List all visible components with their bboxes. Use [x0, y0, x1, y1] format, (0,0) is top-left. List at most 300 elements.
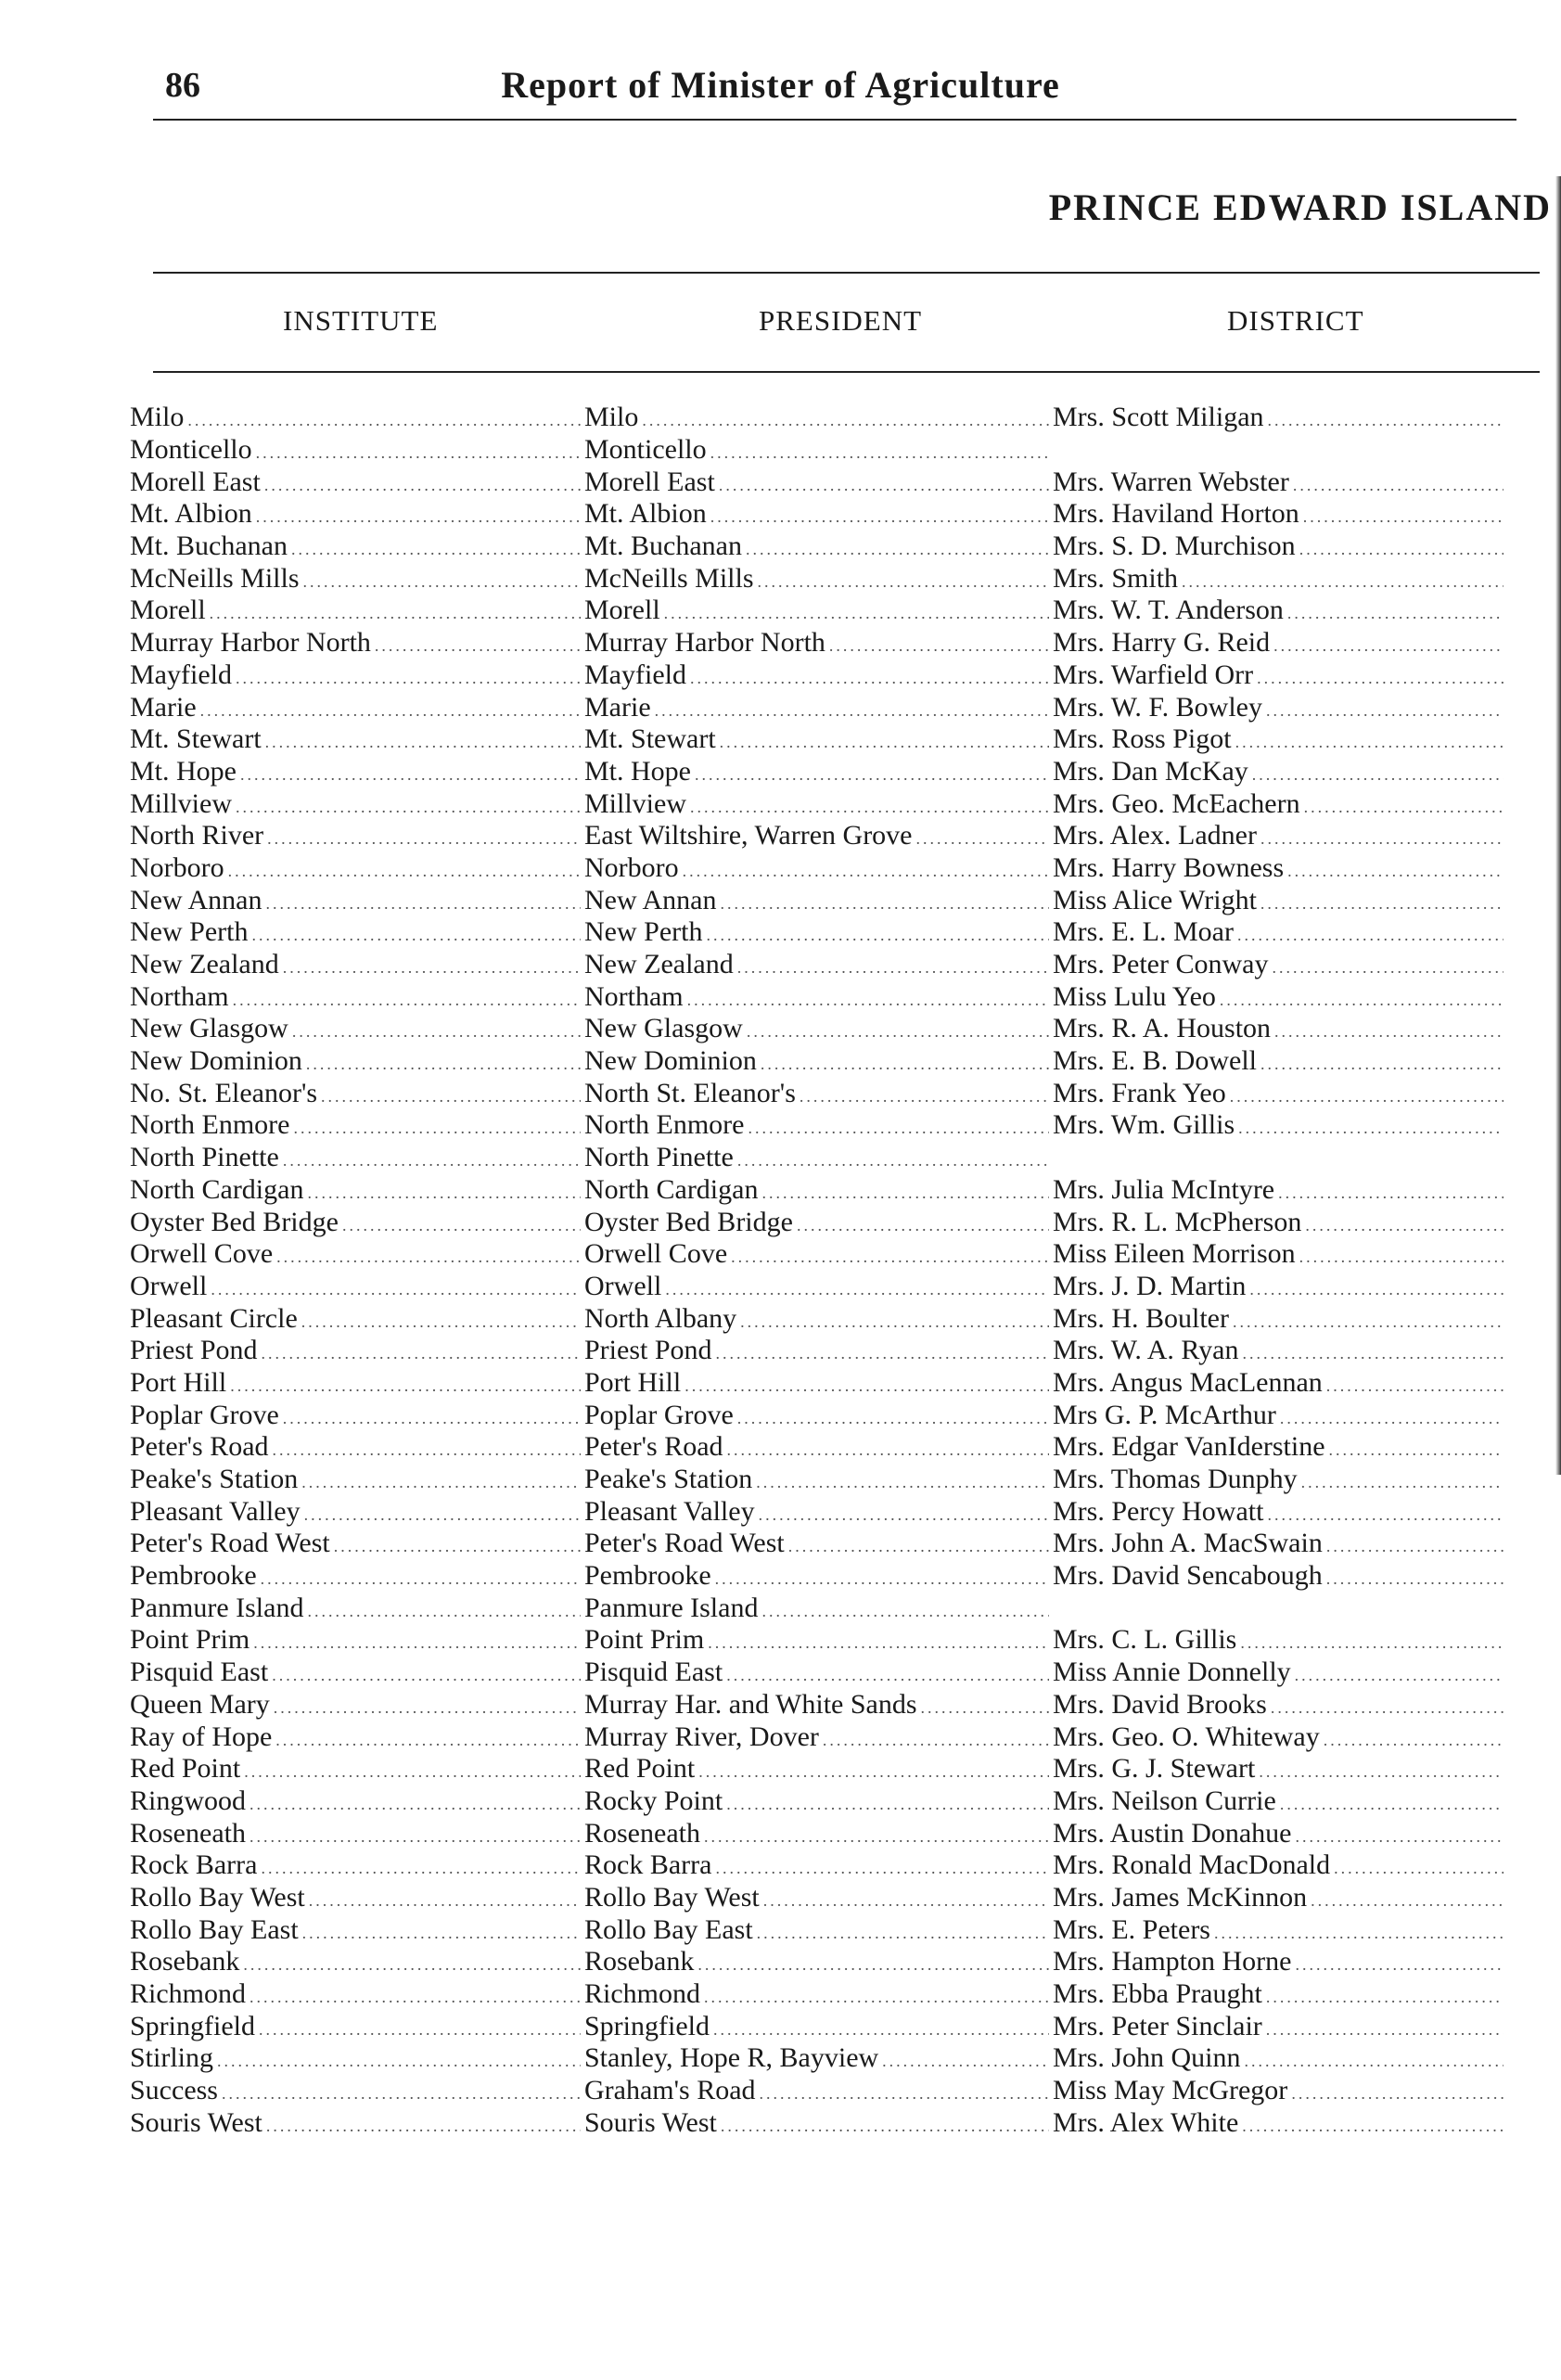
institute-cell-text: Queen Mary	[130, 1688, 270, 1720]
institute-cell	[130, 402, 584, 433]
president-cell-text: North St. Eleanor's	[584, 1077, 796, 1108]
institute-cell-text: North Pinette	[130, 1142, 279, 1173]
district-cell-text: Mrs. Thomas Dunphy	[1053, 1464, 1298, 1495]
district-cell-text: Mrs. Geo. McEachern	[1053, 787, 1300, 819]
institute-cell-text: No. St. Eleanor's	[130, 1077, 318, 1108]
district-cell-text: Miss Lulu Yeo	[1053, 980, 1216, 1012]
table-row	[130, 1657, 1521, 1689]
district-cell	[1053, 1013, 1507, 1044]
dot-leader	[1303, 507, 1503, 527]
institute-cell	[130, 1560, 584, 1592]
dot-leader	[267, 829, 581, 849]
dot-leader	[1295, 1955, 1503, 1975]
dot-leader	[1252, 765, 1503, 785]
table-row	[130, 1882, 1521, 1914]
table-row	[130, 1721, 1521, 1753]
institute-cell	[130, 1657, 584, 1688]
institute-cell	[130, 692, 584, 723]
president-cell-text: Milo	[584, 402, 639, 433]
district-cell	[1053, 402, 1507, 433]
dot-leader	[727, 1440, 1049, 1460]
dot-leader	[1257, 669, 1503, 688]
institute-cell	[130, 659, 584, 691]
dot-leader	[829, 636, 1049, 656]
institute-cell	[130, 1238, 584, 1270]
dot-leader	[273, 1440, 581, 1460]
district-cell	[1053, 820, 1507, 851]
institute-cell	[130, 1978, 584, 2010]
institute-cell	[130, 531, 584, 562]
president-cell	[584, 467, 1053, 498]
institute-cell	[130, 434, 584, 466]
institute-cell-text: Peter's Road	[130, 1431, 269, 1463]
dot-leader	[1240, 1633, 1503, 1653]
president-cell	[584, 627, 1053, 659]
institute-cell-text: New Dominion	[130, 1045, 302, 1077]
president-cell	[584, 595, 1053, 626]
dot-leader	[283, 958, 581, 978]
dot-leader	[256, 507, 581, 527]
district-cell	[1053, 1882, 1507, 1913]
district-cell-text: Mrs. W. T. Anderson	[1053, 595, 1284, 626]
president-cell-text: Morell	[584, 595, 660, 626]
district-cell	[1053, 1496, 1507, 1528]
district-cell	[1053, 723, 1507, 755]
institute-cell	[130, 852, 584, 884]
dot-leader	[1329, 1440, 1503, 1460]
district-cell-text: Mrs. David Brooks	[1053, 1688, 1267, 1720]
district-cell-text: Mrs. Dan McKay	[1053, 755, 1248, 787]
institute-cell	[130, 1818, 584, 1849]
president-cell	[584, 820, 1053, 851]
institute-cell-text: Milo	[130, 402, 185, 433]
president-cell-text: Poplar Grove	[584, 1399, 734, 1430]
president-cell-text: Rocky Point	[584, 1785, 723, 1816]
dot-leader	[276, 1248, 581, 1267]
president-cell	[584, 659, 1053, 691]
president-cell	[584, 1914, 1053, 1946]
institute-cell-text: Richmond	[130, 1978, 246, 2010]
dot-leader	[685, 1376, 1049, 1396]
district-cell	[1053, 1109, 1507, 1141]
table-row	[130, 531, 1521, 563]
dot-leader	[250, 1988, 581, 2007]
dot-leader	[737, 958, 1049, 978]
president-cell	[584, 434, 1053, 466]
dot-leader	[704, 1988, 1049, 2007]
institute-cell	[130, 756, 584, 787]
district-cell-text: Miss Alice Wright	[1053, 884, 1257, 915]
district-cell-text: Mrs. Ebba Praught	[1053, 1978, 1262, 2010]
table-row	[130, 820, 1521, 852]
district-cell-text: Mrs. S. D. Murchison	[1053, 531, 1296, 562]
district-cell-text: Mrs. Peter Conway	[1053, 949, 1269, 980]
district-cell	[1053, 1464, 1507, 1495]
president-cell-text: Monticello	[584, 434, 707, 466]
district-cell	[1053, 1238, 1507, 1270]
institute-cell	[130, 1849, 584, 1881]
dot-leader	[882, 2052, 1049, 2071]
dot-leader	[1243, 1344, 1504, 1363]
president-cell-text: Peter's Road West	[584, 1528, 785, 1559]
table-row	[130, 1174, 1521, 1207]
dot-leader	[690, 798, 1049, 817]
district-cell	[1053, 1431, 1507, 1463]
president-cell	[584, 1303, 1053, 1335]
institute-cell	[130, 1464, 584, 1495]
dot-leader	[334, 1537, 581, 1556]
president-cell	[584, 916, 1053, 948]
dot-leader	[921, 1698, 1049, 1718]
dot-leader	[250, 1827, 581, 1847]
dot-leader	[800, 1087, 1049, 1107]
president-cell	[584, 1496, 1053, 1528]
table-row	[130, 1978, 1521, 2011]
dot-leader	[291, 540, 581, 559]
president-cell	[584, 1109, 1053, 1141]
district-cell	[1053, 1400, 1507, 1431]
table-row	[130, 402, 1521, 434]
district-cell-text: Miss May McGregor	[1053, 2075, 1288, 2106]
dot-leader	[244, 1762, 581, 1782]
running-title: Report of Minister of Agriculture	[501, 64, 1060, 106]
district-cell	[1053, 885, 1507, 916]
dot-leader	[265, 733, 581, 752]
president-cell	[584, 1946, 1053, 1977]
dot-leader	[230, 1376, 581, 1396]
institute-cell-text: Peake's Station	[130, 1464, 299, 1495]
president-cell-text: Souris West	[584, 2106, 717, 2138]
institute-cell-text: New Annan	[130, 884, 262, 915]
institute-cell	[130, 820, 584, 851]
dot-leader	[210, 604, 581, 623]
table-row	[130, 1689, 1521, 1721]
institute-cell-text: McNeills Mills	[130, 562, 300, 594]
district-cell	[1053, 1367, 1507, 1399]
president-cell-text: McNeills Mills	[584, 562, 754, 594]
president-cell-text: North Pinette	[584, 1142, 734, 1173]
president-cell	[584, 1142, 1053, 1173]
district-cell-text: Mrs. Warfield Orr	[1053, 659, 1254, 690]
table-row	[130, 1367, 1521, 1400]
institute-cell	[130, 2011, 584, 2042]
district-cell	[1053, 1207, 1507, 1238]
dot-leader	[1271, 1698, 1503, 1718]
dot-leader	[737, 1151, 1049, 1171]
dot-leader	[788, 1537, 1049, 1556]
institute-cell	[130, 1689, 584, 1721]
dot-leader	[217, 2052, 581, 2071]
dot-leader	[275, 1731, 581, 1750]
column-header-district: DISTRICT	[1227, 304, 1364, 337]
president-cell	[584, 981, 1053, 1013]
district-cell-text: Mrs. David Sencabough	[1053, 1560, 1323, 1592]
table-row	[130, 1109, 1521, 1142]
dot-leader	[1260, 829, 1503, 849]
institute-cell-text: Point Prim	[130, 1624, 250, 1656]
dot-leader	[664, 604, 1049, 623]
dot-leader	[740, 1312, 1049, 1332]
table-row	[130, 1817, 1521, 1849]
president-cell	[584, 1882, 1053, 1913]
president-cell-text: New Glasgow	[584, 1013, 743, 1044]
district-cell	[1053, 852, 1507, 884]
institute-cell	[130, 949, 584, 980]
column-header-president: PRESIDENT	[759, 304, 923, 337]
president-cell	[584, 1721, 1053, 1753]
district-cell	[1053, 788, 1507, 820]
president-cell-text: Mt. Buchanan	[584, 531, 742, 562]
dot-leader	[1245, 2052, 1503, 2071]
dot-leader	[731, 1248, 1049, 1267]
president-cell-text: New Zealand	[584, 949, 734, 980]
president-cell-text: Marie	[584, 691, 651, 723]
dot-leader	[1278, 1184, 1503, 1203]
dot-leader	[243, 1955, 581, 1975]
president-cell-text: Mt. Stewart	[584, 723, 716, 755]
president-cell-text: East Wiltshire, Warren Grove	[584, 820, 913, 851]
dot-leader	[1214, 1924, 1503, 1943]
dot-leader	[1267, 1505, 1503, 1525]
district-cell	[1053, 1624, 1507, 1656]
president-cell-text: Rock Barra	[584, 1849, 712, 1881]
institute-cell	[130, 1593, 584, 1624]
dot-leader	[721, 2117, 1049, 2136]
president-cell	[584, 1207, 1053, 1238]
district-cell-text: Mrs. Ross Pigot	[1053, 723, 1232, 755]
institute-cell-text: New Glasgow	[130, 1013, 288, 1044]
institute-cell	[130, 1882, 584, 1913]
dot-leader	[1273, 636, 1503, 656]
table-row	[130, 980, 1521, 1013]
dot-leader	[1291, 2084, 1503, 2104]
table-row	[130, 723, 1521, 756]
table-row	[130, 1013, 1521, 1045]
dot-leader	[283, 1409, 581, 1428]
column-header-bottom-rule	[153, 371, 1540, 373]
dot-leader	[763, 1891, 1049, 1911]
district-cell-text: Mrs. Wm. Gillis	[1053, 1109, 1235, 1141]
institute-cell-text: Poplar Grove	[130, 1399, 279, 1430]
president-cell-text: Graham's Road	[584, 2075, 756, 2106]
dot-leader	[713, 2020, 1049, 2040]
institute-cell-text: North Enmore	[130, 1109, 290, 1141]
table-row	[130, 562, 1521, 595]
president-cell-text: Oyster Bed Bridge	[584, 1206, 793, 1237]
dot-leader	[758, 572, 1049, 592]
president-cell-text: Port Hill	[584, 1366, 682, 1398]
institute-cell	[130, 981, 584, 1013]
district-cell	[1053, 467, 1507, 498]
president-cell-text: Red Point	[584, 1753, 696, 1785]
president-cell	[584, 1849, 1053, 1881]
dot-leader	[698, 1762, 1049, 1782]
column-header-top-rule	[153, 272, 1540, 274]
dot-leader	[1268, 411, 1503, 430]
president-cell	[584, 1657, 1053, 1688]
district-cell	[1053, 1978, 1507, 2010]
district-cell	[1053, 595, 1507, 626]
president-cell-text: New Annan	[584, 884, 717, 915]
dot-leader	[1266, 2020, 1503, 2040]
page-number: 86	[165, 66, 200, 105]
district-cell-text: Mrs. R. A. Houston	[1053, 1013, 1272, 1044]
institute-cell-text: Oyster Bed Bridge	[130, 1206, 339, 1237]
dot-leader	[710, 443, 1049, 463]
district-cell-text: Mrs. Frank Yeo	[1053, 1077, 1226, 1108]
table-row	[130, 1592, 1521, 1624]
dot-leader	[251, 926, 581, 945]
district-cell	[1053, 2075, 1507, 2106]
district-cell-text: Mrs. Julia McIntyre	[1053, 1173, 1275, 1205]
district-cell-text: Mrs. E. L. Moar	[1053, 916, 1234, 948]
dot-leader	[228, 862, 581, 881]
institute-cell	[130, 1303, 584, 1335]
district-cell	[1053, 2042, 1507, 2074]
dot-leader	[823, 1731, 1049, 1750]
president-cell-text: Murray Har. and White Sands	[584, 1688, 917, 1720]
district-cell-text: Mrs. Harry G. Reid	[1053, 627, 1271, 659]
dot-leader	[1295, 1666, 1503, 1685]
dot-leader	[757, 1924, 1049, 1943]
dot-leader	[266, 2117, 581, 2136]
institute-cell-text: Rock Barra	[130, 1849, 258, 1881]
district-cell	[1053, 1721, 1507, 1753]
president-cell-text: Peter's Road	[584, 1431, 723, 1463]
dot-leader	[761, 1602, 1049, 1621]
president-cell	[584, 1271, 1053, 1302]
district-cell	[1053, 1818, 1507, 1849]
dot-leader	[683, 862, 1049, 881]
district-cell	[1053, 627, 1507, 659]
dot-leader	[342, 1216, 581, 1235]
district-cell	[1053, 1045, 1507, 1077]
president-cell-text: Peake's Station	[584, 1464, 753, 1495]
dot-leader	[304, 1505, 581, 1525]
table-row	[130, 1913, 1521, 1946]
dot-leader	[272, 1666, 581, 1685]
president-cell	[584, 1431, 1053, 1463]
institute-cell	[130, 1207, 584, 1238]
institute-cell-text: Success	[130, 2075, 218, 2106]
dot-leader	[292, 1022, 581, 1042]
district-cell-text: Mrs. G. J. Stewart	[1053, 1753, 1256, 1785]
district-cell	[1053, 1657, 1507, 1688]
president-cell-text: Priest Pond	[584, 1335, 712, 1366]
table-row	[130, 1271, 1521, 1303]
dot-leader	[307, 1184, 581, 1203]
district-cell	[1053, 531, 1507, 562]
president-cell	[584, 1785, 1053, 1817]
district-cell	[1053, 1753, 1507, 1785]
dot-leader	[265, 894, 581, 914]
dot-leader	[748, 1119, 1049, 1138]
president-cell	[584, 723, 1053, 755]
table-row	[130, 1785, 1521, 1818]
dot-leader	[274, 1698, 581, 1718]
table-row	[130, 1335, 1521, 1367]
dot-leader	[302, 1924, 581, 1943]
institute-cell	[130, 1624, 584, 1656]
president-cell	[584, 1753, 1053, 1785]
district-cell-text: Mrs. Haviland Horton	[1053, 498, 1299, 530]
dot-leader	[1272, 958, 1503, 978]
institute-cell-text: Panmure Island	[130, 1592, 304, 1623]
district-cell-text: Mrs. Smith	[1053, 562, 1179, 594]
district-cell	[1053, 2011, 1507, 2042]
institute-cell-text: New Perth	[130, 916, 249, 948]
president-cell	[584, 1464, 1053, 1495]
institute-cell-text: Morell East	[130, 466, 261, 497]
table-row	[130, 787, 1521, 820]
president-cell	[584, 1045, 1053, 1077]
dot-leader	[1274, 1022, 1503, 1042]
district-cell-text: Mrs. Geo. O. Whiteway	[1053, 1721, 1320, 1752]
district-cell-text: Mrs. Scott Miligan	[1053, 402, 1264, 433]
table-row	[130, 1302, 1521, 1335]
district-cell-text: Mrs. Ronald MacDonald	[1053, 1849, 1331, 1881]
district-cell-text: Miss Annie Donnelly	[1053, 1657, 1291, 1688]
institute-cell-text: New Zealand	[130, 949, 279, 980]
institute-cell	[130, 1078, 584, 1109]
district-cell-text: Mrs. Hampton Horne	[1053, 1946, 1292, 1977]
president-cell-text: Panmure Island	[584, 1592, 759, 1623]
dot-leader	[283, 1151, 581, 1171]
district-cell-text: Mrs. James McKinnon	[1053, 1881, 1308, 1913]
president-cell-text: Richmond	[584, 1978, 700, 2010]
institute-cell	[130, 1174, 584, 1206]
dot-leader	[236, 669, 581, 688]
table-row	[130, 852, 1521, 885]
institute-cell-text: Mt. Hope	[130, 755, 237, 787]
dot-leader	[256, 443, 581, 463]
dot-leader	[1220, 991, 1503, 1010]
president-cell	[584, 1528, 1053, 1559]
president-cell	[584, 1624, 1053, 1656]
dot-leader	[1311, 1891, 1503, 1911]
dot-leader	[187, 411, 581, 430]
president-cell-text: Pisquid East	[584, 1657, 723, 1688]
institute-cell-text: Rosebank	[130, 1946, 240, 1977]
district-cell	[1053, 1303, 1507, 1335]
table-row	[130, 2042, 1521, 2075]
dot-leader	[690, 669, 1049, 688]
dot-leader	[1326, 1537, 1503, 1556]
district-cell-text: Mrs. W. F. Bowley	[1053, 691, 1262, 723]
institute-cell-text: Pembrooke	[130, 1560, 257, 1592]
president-cell	[584, 1078, 1053, 1109]
table-row	[130, 1045, 1521, 1078]
district-cell-text: Mrs. H. Boulter	[1053, 1302, 1229, 1334]
dot-leader	[916, 829, 1050, 849]
table-row	[130, 1399, 1521, 1431]
president-cell-text: Orwell	[584, 1270, 662, 1301]
dot-leader	[706, 926, 1049, 945]
dot-leader	[1280, 1409, 1503, 1428]
institute-cell-text: Millview	[130, 787, 232, 819]
institute-cell-text: Roseneath	[130, 1817, 246, 1849]
institute-cell-text: Norboro	[130, 851, 224, 883]
president-cell-text: North Cardigan	[584, 1173, 759, 1205]
district-cell	[1053, 1689, 1507, 1721]
institute-cell	[130, 1946, 584, 1977]
president-cell-text: Roseneath	[584, 1817, 700, 1849]
president-cell-text: Orwell Cove	[584, 1238, 728, 1270]
table-row	[130, 1464, 1521, 1496]
dot-leader	[375, 636, 581, 656]
table-row	[130, 1753, 1521, 1785]
president-cell-text: Rollo Bay East	[584, 1913, 753, 1945]
